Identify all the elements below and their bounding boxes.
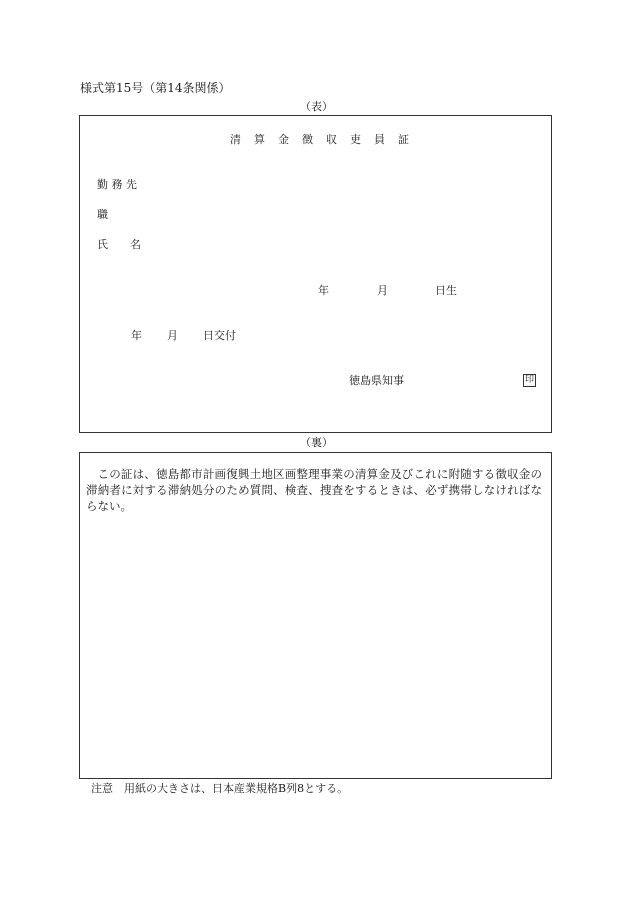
size-note: 注意 用紙の大きさは、日本産業規格B列8とする。 xyxy=(91,782,349,795)
birth-day: 日生 xyxy=(435,284,457,297)
birth-month: 月 xyxy=(377,284,388,297)
back-label: （裏） xyxy=(300,436,333,449)
birth-year: 年 xyxy=(318,284,329,297)
issuer-name: 徳島県知事 xyxy=(349,374,404,387)
seal-mark: 印 xyxy=(524,375,534,385)
issue-month: 月 xyxy=(167,329,178,342)
back-text: この証は、徳島都市計画復興土地区画整理事業の清算金及びこれに附随する徴収金の滞納者に対する滞納処分のため質問、検査、捜査をするときは、必ず携帯しなければならない。 xyxy=(86,467,542,513)
workplace-label: 勤 務 先 xyxy=(97,178,137,191)
form-header: 様式第15号（第14条関係） xyxy=(80,81,231,95)
position-label: 職 xyxy=(97,208,108,221)
front-card xyxy=(79,115,552,433)
front-label: （表） xyxy=(300,100,333,113)
issue-year: 年 xyxy=(131,329,142,342)
issue-day: 日交付 xyxy=(203,329,236,342)
card-title: 清 算 金 徴 収 吏 員 証 xyxy=(230,133,410,146)
name-label: 氏 名 xyxy=(97,238,141,251)
